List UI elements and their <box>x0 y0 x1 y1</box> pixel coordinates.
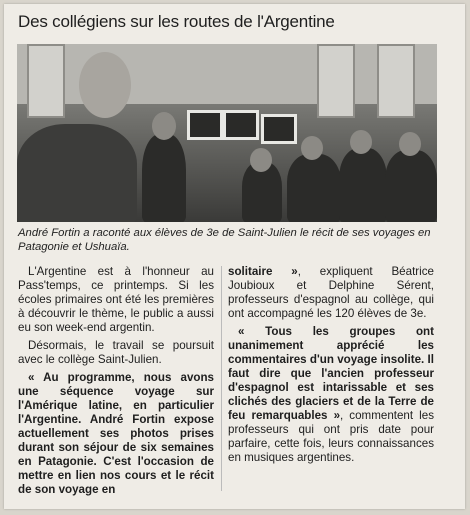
paragraph-text: , expliquent Béatrice Joubioux et Delphine Sérent, professeurs d'espagnol au collège, qui ont accompagné les 120 élèves de 3e. <box>228 265 434 320</box>
speaker-figure <box>17 124 137 222</box>
article-column-left <box>18 265 214 501</box>
quote-paragraph: « Au programme, nous avons une séquence voyage sur l'Amérique latine, en particulier l'Argentine. André Fortin expose actuellement ses photos prises durant son séjour de six semaines en Patagonie. C'est l'occasion de mettre en lien nos cours et le récit de son voyage en <box>18 371 214 496</box>
paragraph: Désormais, le travail se poursuit avec le collège Saint-Julien. <box>18 339 214 366</box>
article-column-right <box>228 265 434 469</box>
student-figure <box>287 154 341 222</box>
column-divider <box>221 266 222 491</box>
student-head <box>250 148 272 172</box>
speaker-head <box>79 52 131 118</box>
student-figure <box>339 148 387 222</box>
photo-window <box>27 44 65 118</box>
paragraph-text: , commentent les professeurs qui ont pris date pour parfaire, cette fois, leurs connaissances en musiques argentines. <box>228 409 434 464</box>
paragraph: L'Argentine est à l'honneur au Pass'temps, ce printemps. Si les écoles primaires ont été les premières à découvrir le thème, le public a aussi eu son week-end argentin. <box>18 265 214 334</box>
exhibit-photo-frame <box>223 110 259 140</box>
student-head <box>152 112 176 140</box>
photo-caption: André Fortin a raconté aux élèves de 3e de Saint-Julien le récit de ses voyages en Patagonie et Ushuaïa. <box>18 227 431 253</box>
article-photo <box>17 44 437 222</box>
paragraph <box>228 325 434 465</box>
student-head <box>301 136 323 160</box>
student-figure <box>142 134 186 222</box>
article-headline: Des collégiens sur les routes de l'Argentine <box>18 12 335 31</box>
student-figure <box>385 150 437 222</box>
quote-text: « Tous les groupes ont unanimement apprécié les commentaires d'un voyage insolite. Il faut dire que l'ancien professeur d'espagnol est intarissable et ses clichés des glaciers et de la Terre de feu remarquables » <box>228 325 434 422</box>
student-head <box>399 132 421 156</box>
photo-window <box>377 44 415 118</box>
student-head <box>350 130 372 154</box>
exhibit-photo-frame <box>261 114 297 144</box>
quote-end: solitaire » <box>228 265 298 278</box>
exhibit-photo-frame <box>187 110 223 140</box>
photo-window <box>317 44 355 118</box>
paragraph <box>228 265 434 321</box>
